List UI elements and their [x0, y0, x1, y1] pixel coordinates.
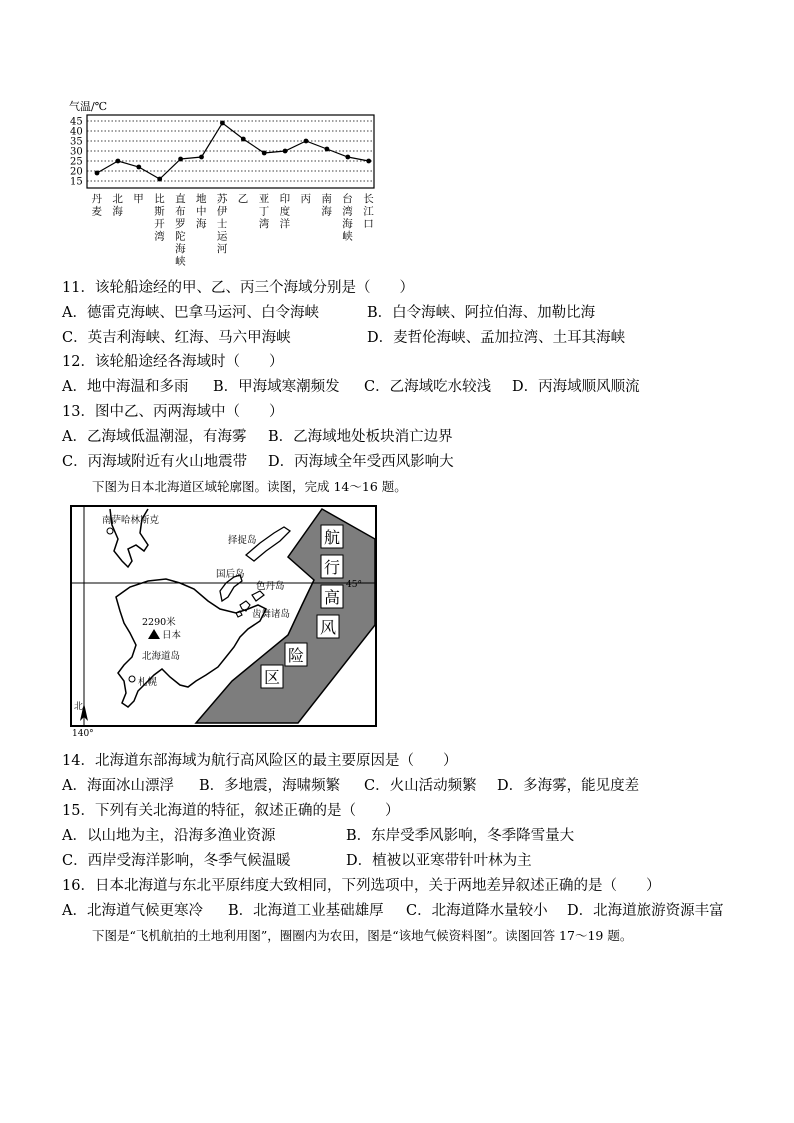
q12-option-c[interactable]: C．乙海域吃水较浅: [364, 379, 492, 395]
q15-option-a[interactable]: A．以山地为主，沿海多渔业资源: [62, 828, 276, 844]
sapporo-marker: [129, 676, 135, 682]
data-point: [283, 149, 288, 154]
data-point: [220, 121, 225, 126]
data-point: [241, 137, 246, 142]
x-category-label: 直布罗陀海峡: [175, 193, 186, 268]
q16-option-c[interactable]: C．北海道降水量较小: [406, 903, 548, 919]
intro-14-16: 下图为日本北海道区域轮廓图。读图，完成 14～16 题。: [92, 479, 407, 494]
y-tick-label: 25: [70, 156, 83, 168]
data-point: [199, 155, 204, 160]
q12-stem: 12．该轮船途经各海域时（ ）: [62, 354, 284, 370]
label-habomai: 齿舞诸岛: [252, 609, 291, 620]
x-category-label: 北海: [112, 193, 123, 218]
x-category-label: 苏伊士运河: [216, 193, 228, 255]
q14-stem: 14．北海道东部海域为航行高风险区的最主要原因是（ ）: [62, 753, 458, 769]
y-tick-label: 45: [70, 116, 83, 128]
q13-option-b[interactable]: B．乙海域地处板块消亡边界: [268, 429, 453, 445]
data-point: [157, 177, 162, 182]
label-longitude: 140°: [72, 729, 94, 737]
q13-option-c[interactable]: C．丙海域附近有火山地震带: [62, 454, 248, 470]
risk-char: 险: [288, 646, 305, 665]
label-etorofu: 择捉岛: [228, 535, 257, 546]
q12-option-d[interactable]: D．丙海域顺风顺流: [512, 379, 640, 395]
label-hokkaido: 北海道岛: [142, 651, 181, 662]
x-category-label: 印度洋: [279, 193, 291, 230]
risk-char: 风: [320, 618, 337, 637]
hokkaido-map: [70, 505, 380, 737]
q13-stem: 13．图中乙、丙两海域中（ ）: [62, 404, 284, 420]
q15-option-c[interactable]: C．西岸受海洋影响，冬季气候温暖: [62, 853, 291, 869]
q11-option-c[interactable]: C．英吉利海峡、红海、马六甲海峡: [62, 330, 291, 346]
data-point: [325, 147, 330, 152]
risk-char: 行: [324, 558, 341, 577]
risk-char: 高: [324, 588, 341, 607]
data-point: [366, 159, 371, 164]
label-kunashiri: 国后岛: [216, 569, 245, 580]
x-category-label: 长江口: [363, 193, 374, 230]
x-category-label: 丙: [300, 193, 311, 205]
q12-option-b[interactable]: B．甲海域寒潮频发: [213, 379, 340, 395]
x-category-label: 台湾海峡: [342, 193, 353, 243]
label-sapporo: 札幌: [138, 677, 158, 688]
q11-option-d[interactable]: D．麦哲伦海峡、孟加拉湾、土耳其海峡: [367, 330, 626, 346]
q11-option-a[interactable]: A．德雷克海峡、巴拿马运河、白令海峡: [62, 305, 319, 321]
data-point: [345, 155, 350, 160]
label-north: 北: [74, 702, 84, 712]
label-shikotan: 色丹岛: [256, 581, 285, 592]
q14-option-c[interactable]: C．火山活动频繁: [364, 778, 477, 794]
q16-option-a[interactable]: A．北海道气候更寒冷: [62, 903, 203, 919]
y-tick-label: 35: [70, 136, 83, 148]
y-tick-label: 40: [70, 126, 83, 138]
plot-frame: [87, 115, 374, 188]
y-tick-label: 15: [70, 176, 83, 188]
label-latitude: 45°: [346, 580, 362, 590]
data-point: [116, 159, 121, 164]
x-category-label: 甲: [133, 193, 144, 205]
x-category-label: 地中海: [196, 193, 207, 230]
q15-stem: 15．下列有关北海道的特征，叙述正确的是（ ）: [62, 803, 400, 819]
q14-option-a[interactable]: A．海面冰山漂浮: [62, 778, 174, 794]
q13-option-d[interactable]: D．丙海域全年受西风影响大: [268, 454, 454, 470]
temperature-chart: [66, 96, 386, 268]
q11-option-b[interactable]: B．白令海峡、阿拉伯海、加勒比海: [367, 305, 596, 321]
x-category-label: 亚丁湾: [258, 193, 270, 230]
q15-option-b[interactable]: B．东岸受季风影响，冬季降雪量大: [346, 828, 575, 844]
q16-option-d[interactable]: D．北海道旅游资源丰富: [567, 903, 724, 919]
q16-option-b[interactable]: B．北海道工业基础雄厚: [228, 903, 384, 919]
y-tick-label: 30: [70, 146, 83, 158]
q16-stem: 16．日本北海道与东北平原纬度大致相同，下列选项中，关于两地差异叙述正确的是（ ）: [62, 878, 661, 894]
label-peak-height: 2290米: [142, 617, 176, 628]
intro-17-19: 下图是“飞机航拍的土地利用图”，圈圈内为农田，图是“该地气候资料图”。读图回答 17～19 题。: [92, 928, 633, 943]
data-point: [304, 139, 309, 144]
label-peak-name: 日本: [162, 630, 182, 641]
data-point: [136, 165, 141, 170]
chart-ylabel: 气温/℃: [69, 100, 108, 113]
q12-option-a[interactable]: A．地中海温和多雨: [62, 379, 189, 395]
sakhalin-city-marker: [107, 528, 113, 534]
data-point: [178, 157, 183, 162]
data-point: [95, 171, 100, 176]
risk-char: 区: [264, 668, 281, 687]
x-category-label: 南海: [321, 193, 332, 218]
q14-option-b[interactable]: B．多地震，海啸频繁: [199, 778, 341, 794]
y-tick-label: 20: [70, 166, 83, 178]
q14-option-d[interactable]: D．多海雾，能见度差: [497, 778, 640, 794]
label-sakhalin-city: 南萨哈林斯克: [102, 515, 160, 526]
data-point: [262, 151, 267, 156]
q13-option-a[interactable]: A．乙海域低温潮湿，有海雾: [62, 429, 247, 445]
q15-option-d[interactable]: D．植被以亚寒带针叶林为主: [346, 853, 532, 869]
x-category-label: 乙: [237, 193, 249, 205]
x-category-label: 丹麦: [91, 193, 102, 218]
risk-char: 航: [324, 528, 341, 547]
x-category-label: 比斯开湾: [154, 193, 165, 243]
q11-stem: 11．该轮船途经的甲、乙、丙三个海域分别是（ ）: [62, 280, 414, 296]
